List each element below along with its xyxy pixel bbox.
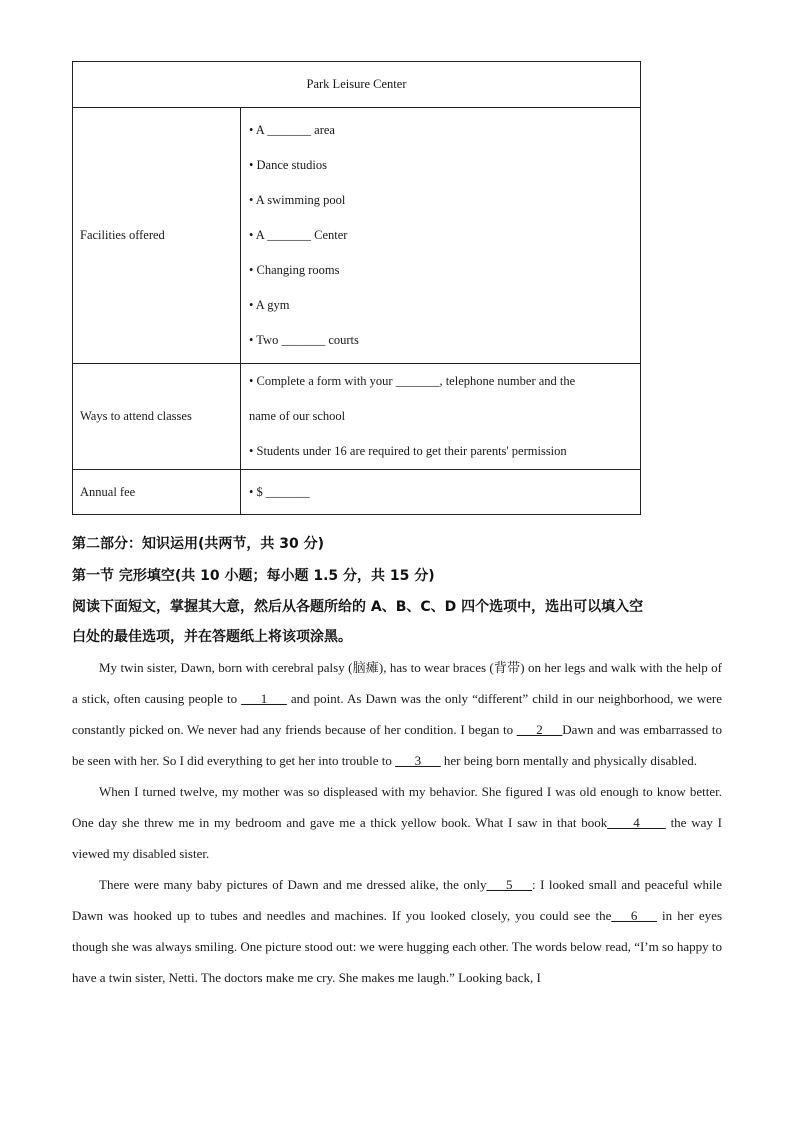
blank-1: ___1___ — [241, 691, 287, 706]
facility-item: • A swimming pool — [249, 193, 346, 207]
text-segment: her being born mentally and physically disabled. — [440, 753, 697, 768]
instruction-line-1: 阅读下面短文，掌握其大意，然后从各题所给的 A、B、C、D 四个选项中，选出可以填入空 — [72, 599, 644, 615]
fee-value: • $ _______ — [241, 470, 641, 515]
text-segment: the way I viewed my disabled sister. — [72, 815, 722, 861]
fee-label: Annual fee — [73, 470, 241, 515]
leisure-center-table — [72, 61, 641, 515]
text-segment: : I looked small and peaceful while Dawn was hooked up to tubes and needles and machines. If you looked closely, you could see the — [72, 877, 722, 923]
instruction-line-2: 白处的最佳选项，并在答题纸上将该项涂黑。 — [72, 629, 352, 645]
ways-item: name of our school — [249, 409, 346, 423]
facility-item: • Dance studios — [249, 158, 327, 172]
paragraph-1 — [72, 652, 722, 776]
ways-item: • Students under 16 are required to get their parents' permission — [249, 444, 567, 458]
blank-5: ___5___ — [486, 877, 533, 892]
blank-3: ___3___ — [395, 753, 441, 768]
text-segment: in her eyes though she was always smiling. One picture stood out: we were hugging each other. The words below read, “I’m so happy to have a twin sister, Netti. The doctors make me cry. She makes me laugh.” Looking back, I — [72, 908, 722, 985]
text-segment: When I turned twelve, my mother was so displeased with my behavior. She figured I was old enough to know better. One day she threw me in my bedroom and gave me a thick yellow book. What I saw in that book — [72, 784, 722, 830]
blank-4: ____4____ — [607, 815, 666, 830]
facility-item: • A _______ Center — [249, 228, 348, 242]
facilities-label: Facilities offered — [73, 108, 241, 364]
facility-item: • A gym — [249, 298, 290, 312]
blank-6: ___6___ — [611, 908, 657, 923]
text-segment: There were many baby pictures of Dawn and me dressed alike, the only — [99, 877, 487, 892]
facility-item: • Changing rooms — [249, 263, 340, 277]
ways-list — [241, 364, 641, 470]
facilities-list — [241, 108, 641, 364]
text-segment: and point. As Dawn was the only “different” child in our neighborhood, we were constantly picked on. We never had any friends because of her condition. I began to — [72, 691, 722, 737]
part2-heading: 第二部分：知识运用(共两节，共 30 分) — [72, 536, 325, 552]
paragraph-3 — [72, 869, 722, 993]
paragraph-2 — [72, 776, 722, 869]
text-segment: My twin sister, Dawn, born with cerebral palsy (脑瘫), has to wear braces (背带) on her legs and walk with the help of a stick, often causing people to — [72, 660, 722, 706]
cloze-passage — [72, 652, 722, 993]
facility-item: • Two _______ courts — [249, 333, 359, 347]
table-title: Park Leisure Center — [73, 62, 641, 108]
section1-heading: 第一节 完形填空(共 10 小题；每小题 1.5 分，共 15 分) — [72, 568, 435, 584]
ways-label: Ways to attend classes — [73, 364, 241, 470]
blank-2: ___2___ — [516, 722, 563, 737]
text-segment: Dawn and was embarrassed to be seen with her. So I did everything to get her into trouble to — [72, 722, 722, 768]
facility-item: • A _______ area — [249, 123, 335, 137]
ways-item: • Complete a form with your _______, telephone number and the — [249, 374, 576, 388]
